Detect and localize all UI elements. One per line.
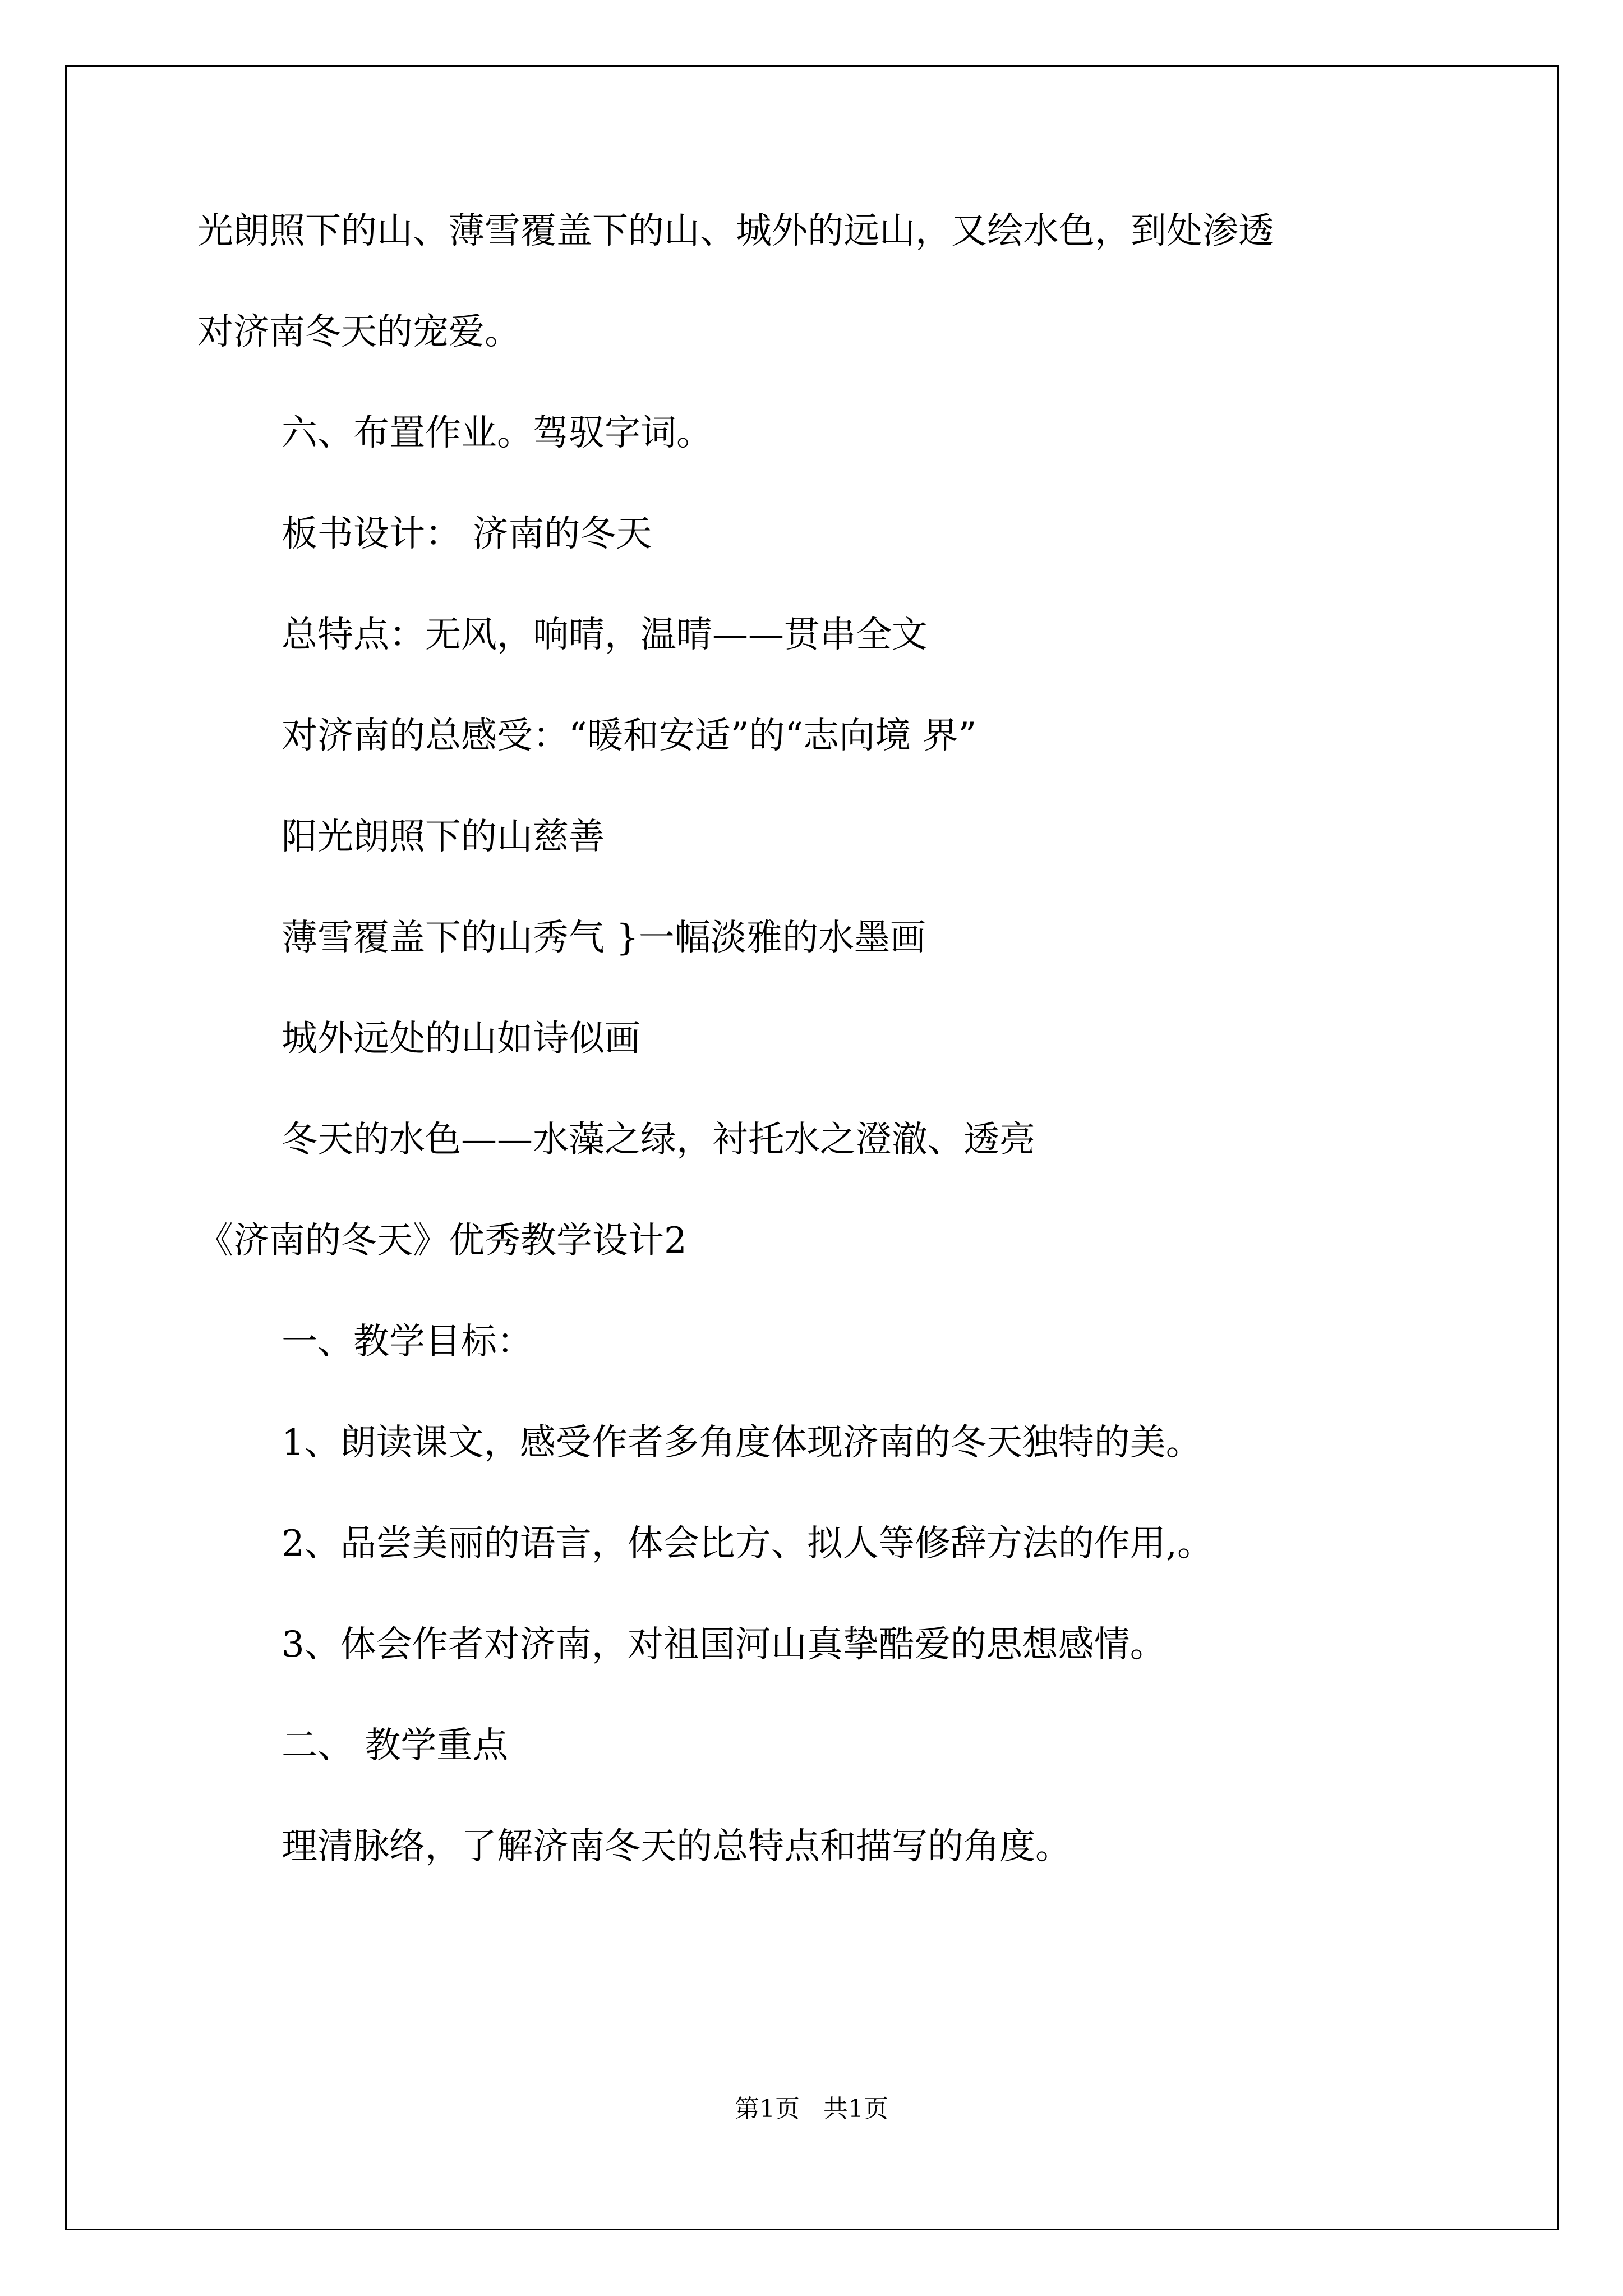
paragraph: 城外远处的山如诗似画 — [282, 1018, 640, 1060]
paragraph: 一、教学目标： — [282, 1321, 533, 1363]
paragraph: 薄雪覆盖下的山秀气 }一幅淡雅的水墨画 — [282, 917, 926, 959]
paragraph: 阳光朗照下的山慈善 — [282, 816, 605, 858]
paragraph: 板书设计： 济南的冬天 — [282, 513, 652, 555]
paragraph: 2、品尝美丽的语言，体会比方、拟人等修辞方法的作用,。 — [282, 1523, 1214, 1565]
paragraph: 光朗照下的山、薄雪覆盖下的山、城外的远山，又绘水色，到处渗透 — [197, 210, 1274, 252]
page-total: 共1页 — [823, 2095, 888, 2123]
page-number: 第1页 — [735, 2095, 800, 2123]
paragraph: 对济南的总感受：“暖和安适”的“志向境 界” — [282, 715, 977, 757]
paragraph: 理清脉络，了解济南冬天的总特点和描写的角度。 — [282, 1826, 1071, 1867]
paragraph: 冬天的水色——水藻之绿，衬托水之澄澈、透亮 — [282, 1119, 1035, 1161]
paragraph: 六、布置作业。驾驭字词。 — [282, 412, 712, 454]
paragraph: 对济南冬天的宠爱。 — [197, 311, 520, 353]
paragraph: 3、体会作者对济南，对祖国河山真挚酷爱的思想感情。 — [282, 1624, 1166, 1665]
page-footer — [0, 2095, 1623, 2123]
paragraph: 总特点：无风，响晴，温晴——贯串全文 — [282, 614, 928, 656]
section-heading: 《济南的冬天》优秀教学设计2 — [197, 1220, 687, 1262]
paragraph: 1、朗读课文，感受作者多角度体现济南的冬天独特的美。 — [282, 1422, 1202, 1464]
paragraph: 二、 教学重点 — [282, 1725, 509, 1766]
